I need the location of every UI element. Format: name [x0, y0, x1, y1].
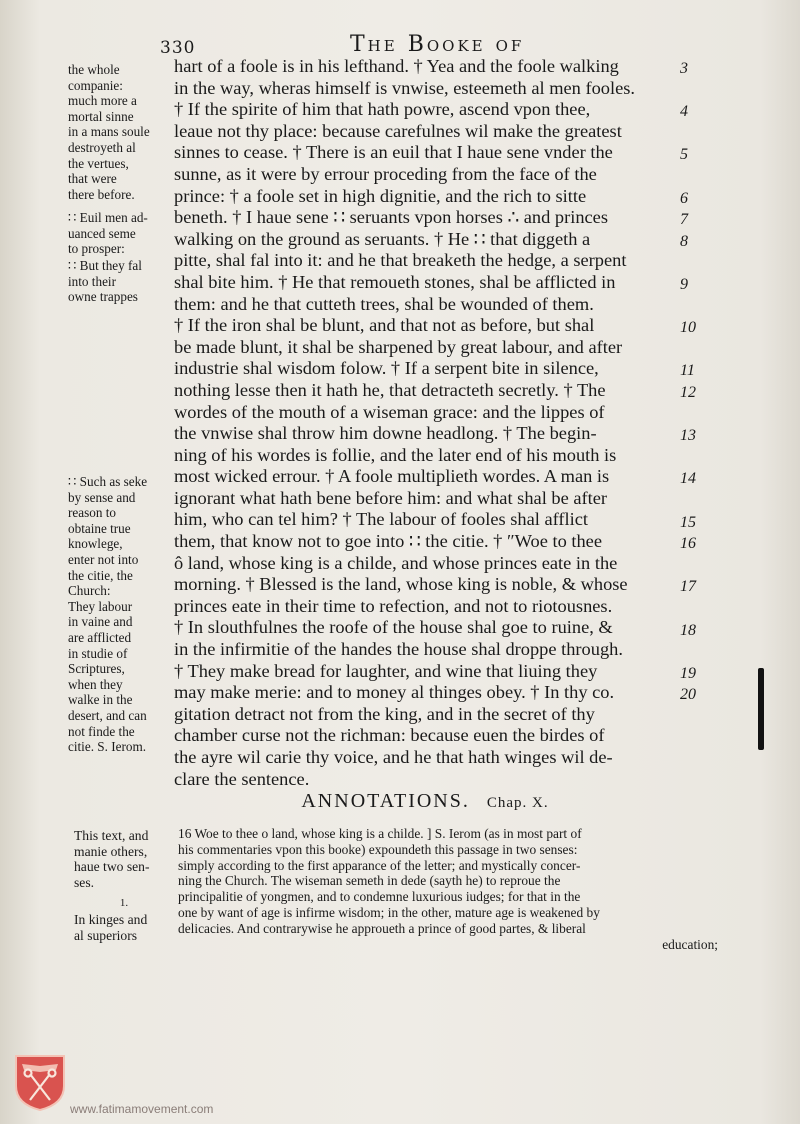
text-line: † If the iron shal be blunt, and that not as before, but shal: [174, 315, 595, 336]
margin-note-line: reason to: [68, 505, 116, 521]
annotation-line: his commentaries vpon this booke) expoundeth this passage in two senses:: [178, 841, 578, 857]
verse-number: 9: [680, 276, 688, 293]
verse-number: 19: [680, 664, 696, 682]
margin-note-owne-trappes: [68, 258, 172, 305]
margin-note-line: uanced seme: [68, 225, 136, 241]
margin-note-line: much more a: [68, 93, 137, 109]
margin-note-euil-men: [68, 210, 172, 257]
text-line: nothing lesse then it hath he, that detracteth secretly. † The: [174, 379, 606, 400]
verse-number: 8: [680, 232, 688, 250]
verse-number: 15: [680, 513, 696, 531]
annotation-line: principalitie of yongmen, and to condemne luxurious iudges; for that in the: [178, 889, 581, 905]
margin-note-line: the citie, the: [68, 567, 133, 583]
verse-number: 5: [680, 146, 688, 164]
annotation-margin-line: ses.: [74, 874, 95, 890]
annotations-heading: [0, 790, 800, 813]
text-line: chamber curse not the richman: because euen the birdes of: [174, 725, 605, 746]
margin-note-line: knowlege,: [68, 536, 123, 552]
margin-note-line: ∷ Such as seke: [68, 474, 148, 489]
margin-note-line: there before.: [68, 186, 135, 202]
verse-number: 6: [680, 189, 688, 207]
text-line: walking on the ground as seruants. † He ∷ that diggeth a: [174, 228, 591, 249]
margin-note-line: enter not into: [68, 551, 139, 567]
annotation-line: ning the Church. The wiseman semeth in dede (sayth he) to reproue the: [178, 873, 561, 889]
text-line: industrie shal wisdom folow. † If a serpent bite in silence,: [174, 358, 599, 379]
verse-number: 12: [680, 384, 696, 401]
text-line: † If the spirite of him that hath powre, ascend vpon thee,: [174, 99, 591, 120]
verse-number: 18: [680, 621, 696, 639]
annotation-margin-line: haue two sen-: [74, 859, 150, 875]
margin-note-line: ∷ But they fal: [68, 258, 142, 273]
margin-note-whole-companie: [68, 62, 172, 202]
website-watermark: www.fatimamovement.com: [70, 1102, 214, 1116]
annotations-chapter: Chap. X.: [486, 795, 549, 811]
text-line: morning. † Blessed is the land, whose king is noble, & whose: [174, 574, 628, 595]
margin-note-line: when they: [68, 676, 123, 692]
annotation-line: simply according to the first apparance of the letter; and mystically concer-: [178, 857, 581, 873]
text-line: † They make bread for laughter, and wine that liuing they: [174, 660, 598, 681]
text-line: him, who can tel him? † The labour of fooles shal afflict: [174, 509, 589, 530]
margin-note-such-as-seke: [68, 474, 172, 755]
text-line: ning of his wordes is follie, and the later end of his mouth is: [174, 444, 617, 465]
text-line: may make merie: and to money al thinges obey. † In thy co.: [174, 682, 615, 703]
margin-note-line: are afflicted: [68, 629, 132, 645]
text-line: shal bite him. † He that remoueth stones, shal be afflicted in: [174, 271, 616, 292]
verse-number: 7: [680, 211, 688, 229]
margin-note-line: desert, and can: [68, 707, 147, 723]
margin-note-line: in studie of: [68, 645, 128, 661]
annotation-margin-line: al superiors: [74, 927, 138, 943]
main-text-block: [174, 56, 674, 790]
text-line: clare the sentence.: [174, 768, 310, 789]
margin-note-line: Church:: [68, 583, 111, 599]
annotation-line: 16 Woe to thee o land, whose king is a childe. ] S. Ierom (as in most part of: [178, 826, 582, 841]
margin-note-line: Scriptures,: [68, 661, 125, 677]
verse-number: 11: [680, 362, 695, 380]
text-line: most wicked errour. † A foole multiplieth wordes. A man is: [174, 466, 610, 487]
annotations-title: ANNOTATIONS.: [301, 790, 470, 812]
annotation-margin-line: In kinges and: [74, 911, 148, 927]
annotation-margin-number: 1.: [119, 897, 129, 910]
margin-bar-mark: [758, 668, 764, 750]
text-line: † In slouthfulnes the roofe of the house shal goe to ruine, &: [174, 617, 613, 638]
annotation-last-line: education;: [662, 936, 718, 952]
text-line: them, that know not to goe into ∷ the citie. † ″Woe to thee: [174, 531, 603, 552]
annotation-body: [178, 826, 718, 952]
margin-note-line: walke in the: [68, 692, 133, 708]
annotation-margin-line: This text, and: [74, 828, 149, 843]
annotation-margin-note: [74, 828, 174, 943]
margin-note-line: obtaine true: [68, 520, 131, 536]
margin-note-line: in vaine and: [68, 614, 133, 630]
margin-note-line: into their: [68, 273, 116, 289]
text-line: pitte, shal fal into it: and he that breaketh the hedge, a serpent: [174, 250, 627, 271]
margin-note-line: the vertues,: [68, 155, 129, 171]
text-line: gitation detract not from the king, and in the secret of thy: [174, 703, 595, 724]
text-line: leaue not thy place: because carefulnes wil make the greatest: [174, 120, 622, 141]
margin-note-line: ∷ Euil men ad-: [68, 210, 148, 225]
text-line: hart of a foole is in his lefthand. † Yea and the foole walking: [174, 56, 619, 76]
page-number: 330: [160, 38, 196, 58]
annotation-line: one by want of age is infirme wisdom; in the other, mature age is weakened by: [178, 904, 600, 920]
margin-note-line: owne trappes: [68, 289, 138, 305]
margin-note-line: the whole: [68, 62, 120, 77]
verse-number: 17: [680, 578, 696, 596]
text-line: beneth. † I haue sene ∷ seruants vpon horses ∴ and princes: [174, 207, 609, 228]
annotation-line: delicacies. And contrarywise he approueth a prince of good partes, & liberal: [178, 920, 586, 936]
text-line: sinnes to cease. † There is an euil that I haue sene vnder the: [174, 142, 613, 163]
text-line: wordes of the mouth of a wiseman grace: and the lippes of: [174, 401, 605, 422]
text-line: in the infirmitie of the handes the house shal droppe through.: [174, 639, 623, 660]
text-line: ignorant what hath bene before him: and what shal be after: [174, 487, 608, 508]
margin-note-line: not finde the: [68, 723, 135, 739]
margin-note-line: to prosper:: [68, 241, 125, 257]
margin-note-line: They labour: [68, 598, 133, 614]
margin-note-line: citie. S. Ierom.: [68, 739, 147, 755]
verse-number: 13: [680, 427, 696, 445]
margin-note-line: destroyeth al: [68, 139, 136, 155]
verse-number: 10: [680, 319, 696, 337]
verse-number: 3: [680, 60, 688, 77]
verse-number: 4: [680, 103, 688, 121]
annotation-margin-line: manie others,: [74, 843, 148, 859]
margin-note-line: companie:: [68, 77, 123, 93]
verse-number: 20: [680, 686, 696, 704]
papal-seal-icon: [12, 1052, 68, 1112]
text-line: the vnwise shal throw him downe headlong. † The begin-: [174, 423, 597, 444]
text-line: ô land, whose king is a childe, and whose princes eate in the: [174, 552, 618, 573]
text-line: sunne, as it were by errour proceding from the face of the: [174, 163, 597, 184]
text-line: them: and he that cutteth trees, shal be wounded of them.: [174, 293, 594, 314]
verse-number: 16: [680, 535, 696, 553]
text-line: princes eate in their time to refection, and not to riotousnes.: [174, 595, 613, 616]
margin-note-line: that were: [68, 171, 117, 187]
text-line: be made blunt, it shal be sharpened by great labour, and after: [174, 336, 623, 357]
text-line: in the way, wheras himself is vnwise, esteemeth al men fooles.: [174, 77, 636, 98]
text-line: prince: † a foole set in high dignitie, and the rich to sitte: [174, 185, 587, 206]
margin-note-line: in a mans soule: [68, 124, 150, 140]
margin-note-line: by sense and: [68, 489, 136, 505]
verse-number: 14: [680, 470, 696, 488]
margin-note-line: mortal sinne: [68, 108, 134, 124]
running-title: The Booke of: [350, 32, 525, 57]
text-line: the ayre wil carie thy voice, and he that hath winges wil de-: [174, 747, 613, 767]
